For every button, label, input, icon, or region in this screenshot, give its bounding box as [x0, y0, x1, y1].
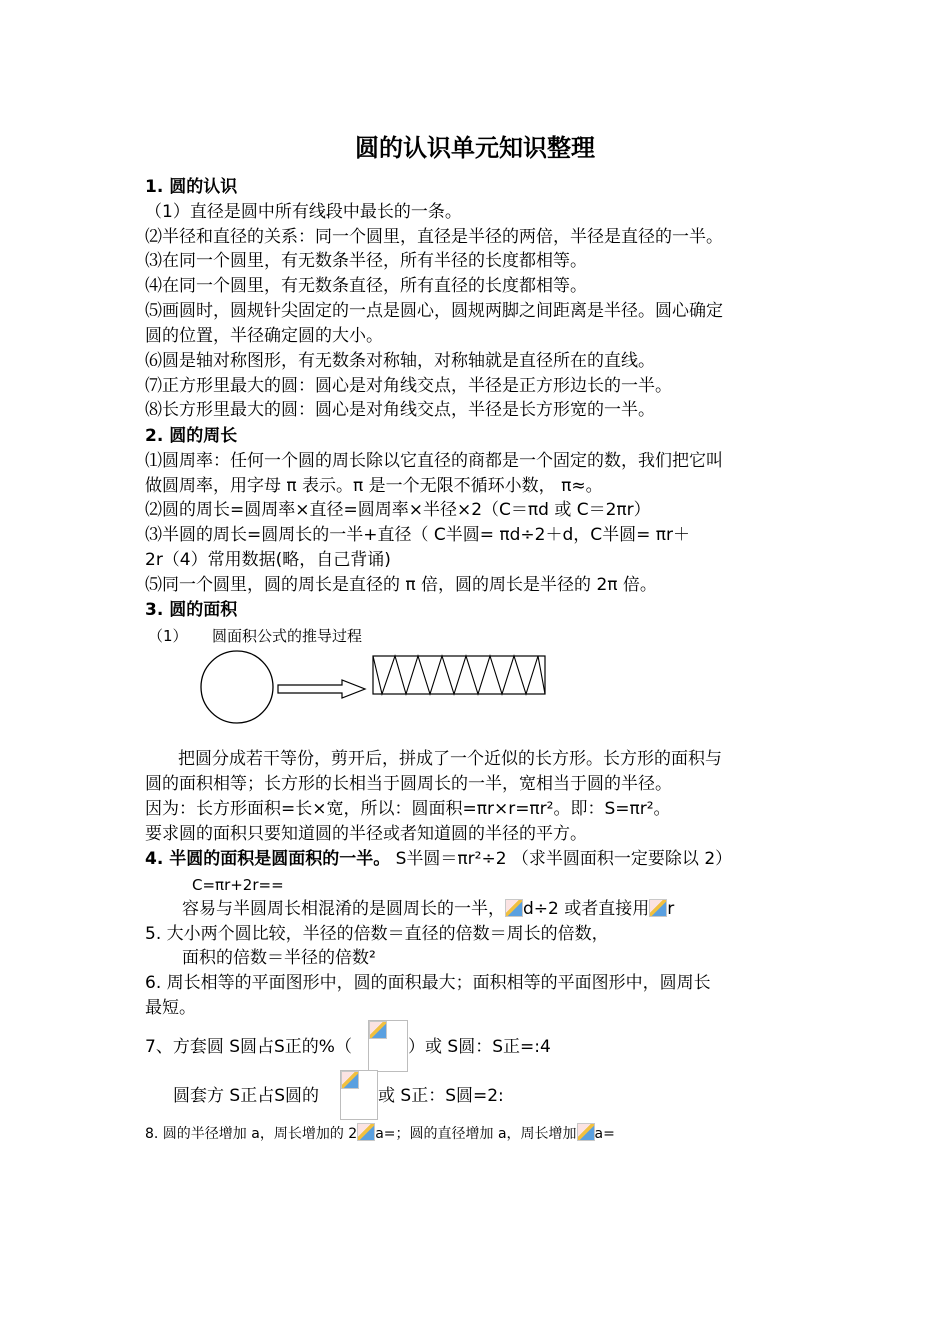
s8-text-a: 8. 圆的半径增加 a，周长增加的 2 — [145, 1126, 358, 1142]
s1-line-2: ⑵半径和直径的关系：同一个圆里，直径是半径的两倍，半径是直径的一半。 — [145, 227, 723, 247]
half-circle-area-formula: S半圆＝πr²÷2 （求半圆面积一定要除以 2） — [395, 849, 733, 869]
s2-line-5: ⑸同一个圆里，圆的周长是直径的 π 倍，圆的周长是半径的 2π 倍。 — [145, 575, 657, 595]
s1-line-3: ⑶在同一个圆里，有无数条半径，所有半径的长度都相等。 — [145, 251, 587, 271]
s1-line-5a: ⑸画圆时，圆规针尖固定的一点是圆心，圆规两脚之间距离是半径。圆心确定 — [145, 301, 723, 321]
s1-line-8: ⑻长方形里最大的圆：圆心是对角线交点，半径是长方形宽的一半。 — [145, 400, 655, 420]
arrow-shape — [278, 680, 365, 698]
broken-image-icon — [577, 1123, 595, 1141]
section-2-heading: 2. 圆的周长 — [145, 426, 238, 446]
s3-paragraph-1a: 把圆分成若干等份，剪开后，拼成了一个近似的长方形。长方形的面积与 — [178, 749, 722, 769]
s2-line-2: ⑵圆的周长=圆周率×直径=圆周率×半径×2（C＝πd 或 C＝2πr） — [145, 500, 651, 520]
area-derivation-diagram — [195, 645, 555, 730]
broken-image-icon — [369, 1021, 387, 1039]
broken-image-icon — [505, 899, 523, 917]
broken-image-icon — [649, 899, 667, 917]
section-1-heading: 1. 圆的认识 — [145, 177, 238, 197]
circle-shape — [201, 651, 273, 723]
s7-fraction-image-b — [340, 1070, 378, 1120]
rectangle-shape — [373, 656, 545, 694]
broken-image-icon — [357, 1123, 375, 1141]
s1-line-4: ⑷在同一个圆里，有无数条直径，所有直径的长度都相等。 — [145, 276, 587, 296]
s2-line-3a: ⑶半圆的周长=圆周长的一半+直径（ C半圆= πd÷2＋d，C半圆= πr＋ — [145, 525, 691, 545]
s7-line-a-pre: 7、方套圆 S圆占S正的%（ — [145, 1037, 352, 1057]
s5-line-1: 5. 大小两个圆比较，半径的倍数＝直径的倍数＝周长的倍数， — [145, 924, 609, 944]
s4-confuse-text-c: r — [667, 899, 675, 919]
s7-line-a-post: ）或 S圆：S正=:4 — [408, 1037, 551, 1057]
s2-line-1b: 做圆周率，用字母 π 表示。π 是一个无限不循环小数， π≈。 — [145, 476, 603, 496]
document-title: 圆的认识单元知识整理 — [355, 134, 595, 162]
s1-line-6: ⑹圆是轴对称图形，有无数条对称轴，对称轴就是直径所在的直线。 — [145, 351, 655, 371]
section-4-line — [145, 847, 732, 871]
section-3-heading: 3. 圆的面积 — [145, 600, 238, 620]
s3-sub-label: 圆面积公式的推导过程 — [212, 627, 363, 645]
s1-line-7: ⑺正方形里最大的圆：圆心是对角线交点，半径是正方形边长的一半。 — [145, 376, 672, 396]
s4-confuse-text-b: d÷2 或者直接用 — [523, 899, 650, 919]
s3-sub-number: （1） — [148, 627, 188, 645]
s2-line-1a: ⑴圆周率：任何一个圆的周长除以它直径的商都是一个固定的数，我们把它叫 — [145, 451, 723, 471]
s7-line-b-pre: 圆套方 S正占S圆的 — [173, 1086, 319, 1106]
s3-paragraph-1b: 圆的面积相等；长方形的长相当于圆周长的一半，宽相当于圆的半径。 — [145, 774, 672, 794]
s1-line-5b: 圆的位置，半径确定圆的大小。 — [145, 326, 383, 346]
s7-line-b-post: 或 S正：S圆=2: — [378, 1086, 504, 1106]
s6-line-2: 最短。 — [145, 998, 196, 1018]
zigzag-sectors — [373, 656, 545, 694]
s4-confuse-text-a: 容易与半圆周长相混淆的是圆周长的一半， — [182, 899, 505, 919]
s2-line-3b: 2r（4）常用数据(略，自己背诵) — [145, 550, 391, 570]
s3-paragraph-3: 要求圆的面积只要知道圆的半径或者知道圆的半径的平方。 — [145, 824, 587, 844]
s3-paragraph-2: 因为：长方形面积=长×宽，所以：圆面积=πr×r=πr²。即：S=πr²。 — [145, 799, 671, 819]
s1-line-1: （1）直径是圆中所有线段中最长的一条。 — [145, 202, 462, 222]
s8-text-c: a= — [594, 1126, 615, 1142]
s4-confuse-line — [182, 897, 674, 921]
s6-line-1: 6. 周长相等的平面图形中，圆的面积最大；面积相等的平面图形中，圆周长 — [145, 973, 711, 993]
broken-image-icon — [341, 1071, 359, 1089]
s5-line-2: 面积的倍数＝半径的倍数² — [182, 948, 376, 968]
s4-c-line: C=πr+2r== — [192, 876, 284, 894]
s8-text-b: a=；圆的直径增加 a，周长增加 — [375, 1126, 577, 1142]
s8-line — [145, 1122, 615, 1146]
section-4-heading: 4. 半圆的面积是圆面积的一半。 — [145, 849, 391, 869]
s7-fraction-image-a — [368, 1020, 408, 1072]
